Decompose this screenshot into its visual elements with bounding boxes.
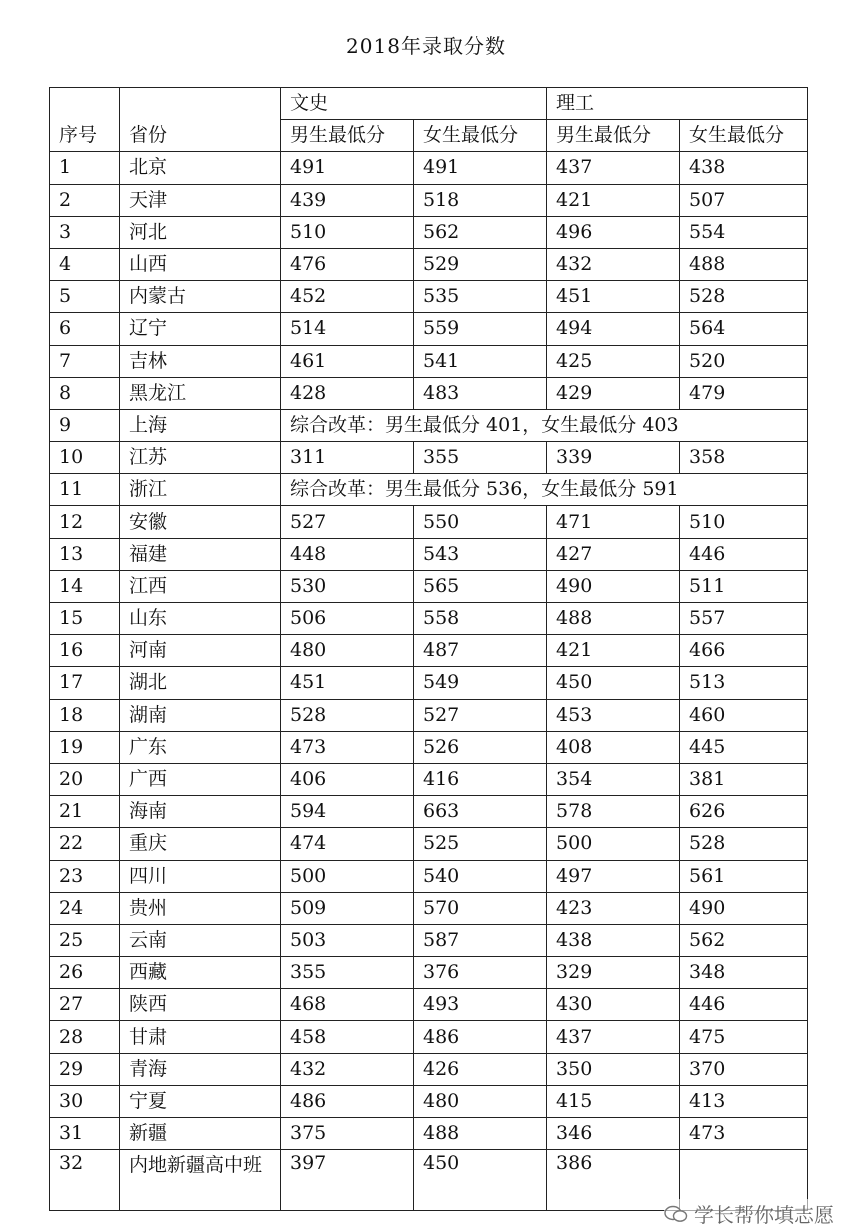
seq-cell: 30 — [50, 1085, 120, 1117]
header-arts-female: 女生最低分 — [414, 120, 547, 152]
science-male-cell: 329 — [547, 957, 680, 989]
science-female-cell: 479 — [680, 377, 808, 409]
science-female-cell: 370 — [680, 1053, 808, 1085]
arts-female-cell: 518 — [414, 184, 547, 216]
arts-female-cell: 559 — [414, 313, 547, 345]
table-row — [50, 1021, 808, 1053]
arts-male-cell: 473 — [281, 731, 414, 763]
science-male-cell: 421 — [547, 184, 680, 216]
science-male-cell: 354 — [547, 763, 680, 795]
header-science-female: 女生最低分 — [680, 120, 808, 152]
science-female-cell: 557 — [680, 603, 808, 635]
arts-female-cell: 355 — [414, 442, 547, 474]
arts-male-cell: 375 — [281, 1118, 414, 1150]
table-row — [50, 216, 808, 248]
seq-cell: 2 — [50, 184, 120, 216]
province-cell: 内蒙古 — [120, 281, 281, 313]
science-male-cell: 339 — [547, 442, 680, 474]
arts-male-cell: 491 — [281, 152, 414, 184]
arts-female-cell: 565 — [414, 570, 547, 602]
arts-male-cell: 458 — [281, 1021, 414, 1053]
table-row — [50, 152, 808, 184]
science-female-cell: 626 — [680, 796, 808, 828]
header-arts-male: 男生最低分 — [281, 120, 414, 152]
seq-cell: 12 — [50, 506, 120, 538]
science-male-cell: 471 — [547, 506, 680, 538]
science-male-cell: 496 — [547, 216, 680, 248]
seq-cell: 15 — [50, 603, 120, 635]
seq-cell: 6 — [50, 313, 120, 345]
table-row — [50, 1053, 808, 1085]
arts-male-cell: 500 — [281, 860, 414, 892]
arts-female-cell: 540 — [414, 860, 547, 892]
header-province: 省份 — [120, 88, 281, 152]
science-female-cell: 511 — [680, 570, 808, 602]
science-male-cell: 490 — [547, 570, 680, 602]
seq-cell: 23 — [50, 860, 120, 892]
seq-cell: 26 — [50, 957, 120, 989]
seq-cell: 31 — [50, 1118, 120, 1150]
seq-cell: 10 — [50, 442, 120, 474]
seq-cell: 5 — [50, 281, 120, 313]
science-male-cell: 450 — [547, 667, 680, 699]
arts-male-cell: 527 — [281, 506, 414, 538]
reform-note-cell: 综合改革：男生最低分 401，女生最低分 403 — [281, 409, 808, 441]
arts-female-cell: 480 — [414, 1085, 547, 1117]
table-row — [50, 1085, 808, 1117]
arts-male-cell: 506 — [281, 603, 414, 635]
science-female-cell: 490 — [680, 892, 808, 924]
science-female-cell: 488 — [680, 248, 808, 280]
science-female-cell: 413 — [680, 1085, 808, 1117]
arts-male-cell: 439 — [281, 184, 414, 216]
arts-male-cell: 448 — [281, 538, 414, 570]
province-cell: 内地新疆高中班 — [120, 1150, 281, 1211]
arts-female-cell: 483 — [414, 377, 547, 409]
science-male-cell: 415 — [547, 1085, 680, 1117]
arts-female-cell: 541 — [414, 345, 547, 377]
table-row — [50, 570, 808, 602]
arts-male-cell: 514 — [281, 313, 414, 345]
table-row — [50, 281, 808, 313]
header-row-1 — [50, 88, 808, 120]
province-cell: 宁夏 — [120, 1085, 281, 1117]
arts-male-cell: 474 — [281, 828, 414, 860]
seq-cell: 8 — [50, 377, 120, 409]
science-female-cell: 562 — [680, 924, 808, 956]
science-male-cell: 578 — [547, 796, 680, 828]
science-female-cell: 507 — [680, 184, 808, 216]
arts-female-cell: 543 — [414, 538, 547, 570]
table-row — [50, 989, 808, 1021]
arts-male-cell: 432 — [281, 1053, 414, 1085]
science-male-cell: 423 — [547, 892, 680, 924]
wechat-icon — [664, 1205, 688, 1223]
province-cell: 黑龙江 — [120, 377, 281, 409]
arts-male-cell: 486 — [281, 1085, 414, 1117]
seq-cell: 9 — [50, 409, 120, 441]
table-row — [50, 248, 808, 280]
science-male-cell: 408 — [547, 731, 680, 763]
science-female-cell: 446 — [680, 989, 808, 1021]
arts-male-cell: 530 — [281, 570, 414, 602]
arts-male-cell: 594 — [281, 796, 414, 828]
header-seq: 序号 — [50, 88, 120, 152]
seq-cell: 14 — [50, 570, 120, 602]
table-row — [50, 442, 808, 474]
header-arts: 文史 — [281, 88, 547, 120]
science-female-cell: 510 — [680, 506, 808, 538]
arts-male-cell: 468 — [281, 989, 414, 1021]
table-row — [50, 409, 808, 441]
science-female-cell: 381 — [680, 763, 808, 795]
table-row — [50, 184, 808, 216]
arts-female-cell: 550 — [414, 506, 547, 538]
table-row — [50, 731, 808, 763]
seq-cell: 21 — [50, 796, 120, 828]
seq-cell: 20 — [50, 763, 120, 795]
science-female-cell: 358 — [680, 442, 808, 474]
science-male-cell: 430 — [547, 989, 680, 1021]
province-cell: 湖北 — [120, 667, 281, 699]
science-male-cell: 427 — [547, 538, 680, 570]
arts-male-cell: 355 — [281, 957, 414, 989]
science-female-cell: 554 — [680, 216, 808, 248]
header-science: 理工 — [547, 88, 808, 120]
arts-male-cell: 480 — [281, 635, 414, 667]
table-row — [50, 1118, 808, 1150]
science-female-cell: 445 — [680, 731, 808, 763]
arts-male-cell: 461 — [281, 345, 414, 377]
science-female-cell: 513 — [680, 667, 808, 699]
table-row — [50, 892, 808, 924]
province-cell: 新疆 — [120, 1118, 281, 1150]
arts-male-cell: 451 — [281, 667, 414, 699]
table-row — [50, 667, 808, 699]
province-cell: 广西 — [120, 763, 281, 795]
seq-cell: 1 — [50, 152, 120, 184]
science-female-cell: 520 — [680, 345, 808, 377]
science-female-cell: 528 — [680, 281, 808, 313]
science-male-cell: 386 — [547, 1150, 680, 1211]
arts-male-cell: 397 — [281, 1150, 414, 1211]
province-cell: 西藏 — [120, 957, 281, 989]
seq-cell: 27 — [50, 989, 120, 1021]
science-male-cell: 438 — [547, 924, 680, 956]
arts-female-cell: 491 — [414, 152, 547, 184]
province-cell: 陕西 — [120, 989, 281, 1021]
province-cell: 广东 — [120, 731, 281, 763]
science-female-cell: 475 — [680, 1021, 808, 1053]
province-cell: 北京 — [120, 152, 281, 184]
arts-male-cell: 528 — [281, 699, 414, 731]
province-cell: 河北 — [120, 216, 281, 248]
province-cell: 浙江 — [120, 474, 281, 506]
science-female-cell: 446 — [680, 538, 808, 570]
science-female-cell: 473 — [680, 1118, 808, 1150]
science-male-cell: 453 — [547, 699, 680, 731]
seq-cell: 32 — [50, 1150, 120, 1211]
province-cell: 福建 — [120, 538, 281, 570]
province-cell: 甘肃 — [120, 1021, 281, 1053]
arts-female-cell: 525 — [414, 828, 547, 860]
table-row — [50, 924, 808, 956]
arts-male-cell: 452 — [281, 281, 414, 313]
arts-female-cell: 487 — [414, 635, 547, 667]
arts-female-cell: 529 — [414, 248, 547, 280]
table-row — [50, 763, 808, 795]
arts-female-cell: 416 — [414, 763, 547, 795]
province-cell: 海南 — [120, 796, 281, 828]
science-male-cell: 437 — [547, 1021, 680, 1053]
arts-female-cell: 376 — [414, 957, 547, 989]
table-row — [50, 474, 808, 506]
province-cell: 河南 — [120, 635, 281, 667]
province-cell: 贵州 — [120, 892, 281, 924]
seq-cell: 13 — [50, 538, 120, 570]
science-female-cell: 561 — [680, 860, 808, 892]
arts-female-cell: 486 — [414, 1021, 547, 1053]
seq-cell: 17 — [50, 667, 120, 699]
province-cell: 重庆 — [120, 828, 281, 860]
science-male-cell: 494 — [547, 313, 680, 345]
seq-cell: 18 — [50, 699, 120, 731]
seq-cell: 4 — [50, 248, 120, 280]
province-cell: 天津 — [120, 184, 281, 216]
science-male-cell: 500 — [547, 828, 680, 860]
arts-female-cell: 549 — [414, 667, 547, 699]
arts-female-cell: 587 — [414, 924, 547, 956]
seq-cell: 24 — [50, 892, 120, 924]
watermark-text: 学长帮你填志愿 — [694, 1203, 834, 1227]
province-cell: 吉林 — [120, 345, 281, 377]
science-male-cell: 437 — [547, 152, 680, 184]
table-row — [50, 828, 808, 860]
arts-female-cell: 570 — [414, 892, 547, 924]
science-male-cell: 429 — [547, 377, 680, 409]
seq-cell: 28 — [50, 1021, 120, 1053]
seq-cell: 25 — [50, 924, 120, 956]
table-row — [50, 506, 808, 538]
arts-female-cell: 426 — [414, 1053, 547, 1085]
arts-female-cell: 527 — [414, 699, 547, 731]
table-row — [50, 313, 808, 345]
table-row — [50, 538, 808, 570]
table-row — [50, 603, 808, 635]
science-male-cell: 497 — [547, 860, 680, 892]
science-female-cell: 348 — [680, 957, 808, 989]
science-female-cell: 564 — [680, 313, 808, 345]
arts-female-cell: 450 — [414, 1150, 547, 1211]
seq-cell: 19 — [50, 731, 120, 763]
science-female-cell: 528 — [680, 828, 808, 860]
arts-male-cell: 311 — [281, 442, 414, 474]
arts-male-cell: 406 — [281, 763, 414, 795]
science-male-cell: 425 — [547, 345, 680, 377]
table-row — [50, 635, 808, 667]
province-cell: 云南 — [120, 924, 281, 956]
science-female-cell: 466 — [680, 635, 808, 667]
science-male-cell: 488 — [547, 603, 680, 635]
arts-female-cell: 488 — [414, 1118, 547, 1150]
province-cell: 山西 — [120, 248, 281, 280]
seq-cell: 22 — [50, 828, 120, 860]
table-row — [50, 796, 808, 828]
seq-cell: 7 — [50, 345, 120, 377]
province-cell: 四川 — [120, 860, 281, 892]
arts-female-cell: 663 — [414, 796, 547, 828]
province-cell: 上海 — [120, 409, 281, 441]
seq-cell: 3 — [50, 216, 120, 248]
province-cell: 辽宁 — [120, 313, 281, 345]
arts-male-cell: 510 — [281, 216, 414, 248]
province-cell: 江西 — [120, 570, 281, 602]
seq-cell: 16 — [50, 635, 120, 667]
arts-male-cell: 476 — [281, 248, 414, 280]
arts-male-cell: 428 — [281, 377, 414, 409]
arts-female-cell: 526 — [414, 731, 547, 763]
arts-male-cell: 509 — [281, 892, 414, 924]
arts-female-cell: 558 — [414, 603, 547, 635]
table-row — [50, 345, 808, 377]
science-male-cell: 350 — [547, 1053, 680, 1085]
reform-note-cell: 综合改革：男生最低分 536，女生最低分 591 — [281, 474, 808, 506]
province-cell: 山东 — [120, 603, 281, 635]
header-science-male: 男生最低分 — [547, 120, 680, 152]
arts-male-cell: 503 — [281, 924, 414, 956]
science-female-cell: 438 — [680, 152, 808, 184]
science-male-cell: 421 — [547, 635, 680, 667]
seq-cell: 11 — [50, 474, 120, 506]
page-title: 2018年录取分数 — [346, 34, 506, 58]
science-female-cell: 460 — [680, 699, 808, 731]
province-cell: 江苏 — [120, 442, 281, 474]
table-row — [50, 699, 808, 731]
science-male-cell: 451 — [547, 281, 680, 313]
province-cell: 湖南 — [120, 699, 281, 731]
arts-female-cell: 562 — [414, 216, 547, 248]
seq-cell: 29 — [50, 1053, 120, 1085]
arts-female-cell: 493 — [414, 989, 547, 1021]
arts-female-cell: 535 — [414, 281, 547, 313]
table-row — [50, 860, 808, 892]
admission-score-table — [49, 87, 808, 1211]
table-row — [50, 957, 808, 989]
science-male-cell: 346 — [547, 1118, 680, 1150]
table-row — [50, 377, 808, 409]
province-cell: 青海 — [120, 1053, 281, 1085]
province-cell: 安徽 — [120, 506, 281, 538]
science-male-cell: 432 — [547, 248, 680, 280]
